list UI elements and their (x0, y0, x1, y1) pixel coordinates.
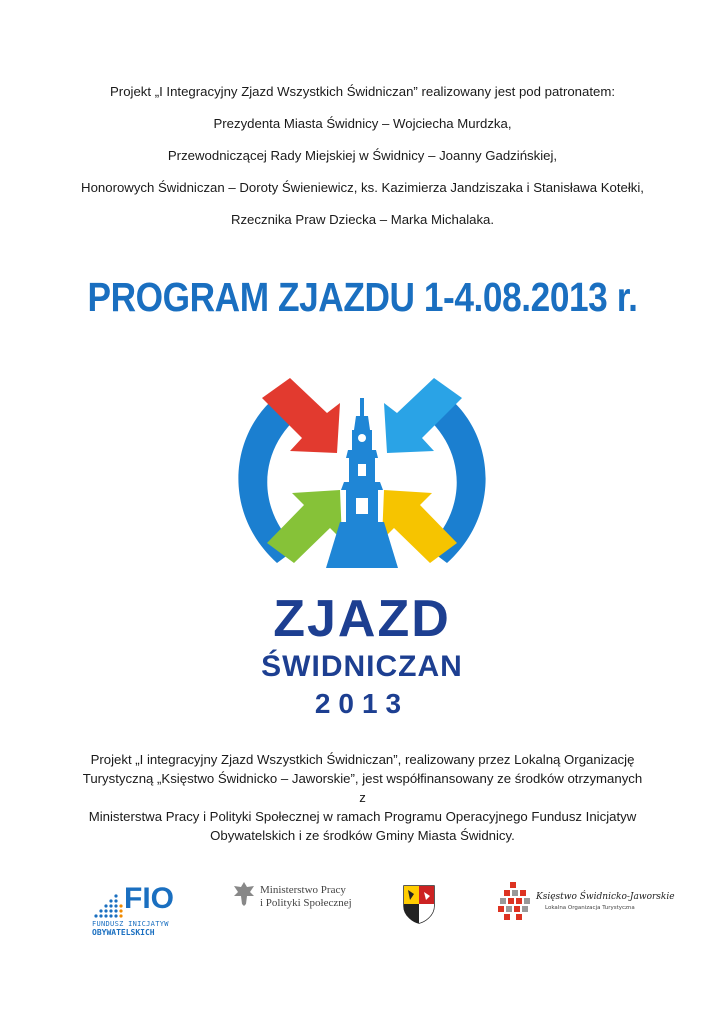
fio-logo-text: FIO (124, 882, 174, 915)
ksiestwo-logo-icon (496, 880, 536, 924)
logo-year: 2013 (314, 688, 410, 719)
patronage-line: Projekt „I Integracyjny Zjazd Wszystkich Świdniczan” realizowany jest pod patronatem: (110, 84, 615, 99)
zjazd-logo-graphic (222, 358, 502, 728)
ksiestwo-subtitle: Lokalna Organizacja Turystyczna (545, 905, 635, 911)
fio-line1: FUNDUSZ INICJATYW (92, 920, 169, 928)
eagle-icon (232, 880, 256, 908)
funding-line: Ministerstwa Pracy i Polityki Społecznej w ramach Programu Operacyjnego Fundusz Inicjatyw (88, 809, 637, 824)
zjazd-logo (222, 358, 502, 728)
fio-line2: OBYWATELSKICH (92, 928, 155, 937)
patronage-line: Przewodniczącej Rady Miejskiej w Świdnicy – Joanny Gadzińskiej, (167, 148, 558, 163)
ministry-line2: i Polityki Społecznej (260, 897, 352, 909)
program-title: PROGRAM ZJAZDU 1-4.08.2013 r. (87, 274, 638, 320)
ministry-line1: Ministerstwo Pracy (260, 884, 346, 896)
patronage-line: Prezydenta Miasta Świdnicy – Wojciecha Murdzka, (213, 116, 512, 131)
footer-logos (0, 870, 725, 940)
patronage-line: Rzecznika Praw Dziecka – Marka Michalaka. (230, 212, 495, 227)
funding-line: Projekt „I integracyjny Zjazd Wszystkich Świdniczan”, realizowany przez Lokalną Organizację (90, 752, 635, 767)
funding-section (80, 750, 645, 845)
funding-line: Obywatelskich i ze środków Gminy Miasta Świdnicy. (210, 828, 515, 843)
funding-line: Turystyczną „Księstwo Świdnicko – Jaworskie”, jest współfinansowany ze środków otrzymanych z (82, 771, 643, 805)
logo-word-zjazd: ZJAZD (273, 590, 451, 648)
patronage-section (0, 84, 725, 244)
logo-word-swidniczan: ŚWIDNICZAN (261, 650, 463, 683)
patronage-line: Honorowych Świdniczan – Doroty Świeniewicz, ks. Kazimierza Jandziszaka i Stanisława Kotełki, (81, 180, 644, 195)
coat-of-arms-icon (402, 884, 436, 924)
ksiestwo-name: Księstwo Świdnicko-Jaworskie (536, 892, 675, 902)
